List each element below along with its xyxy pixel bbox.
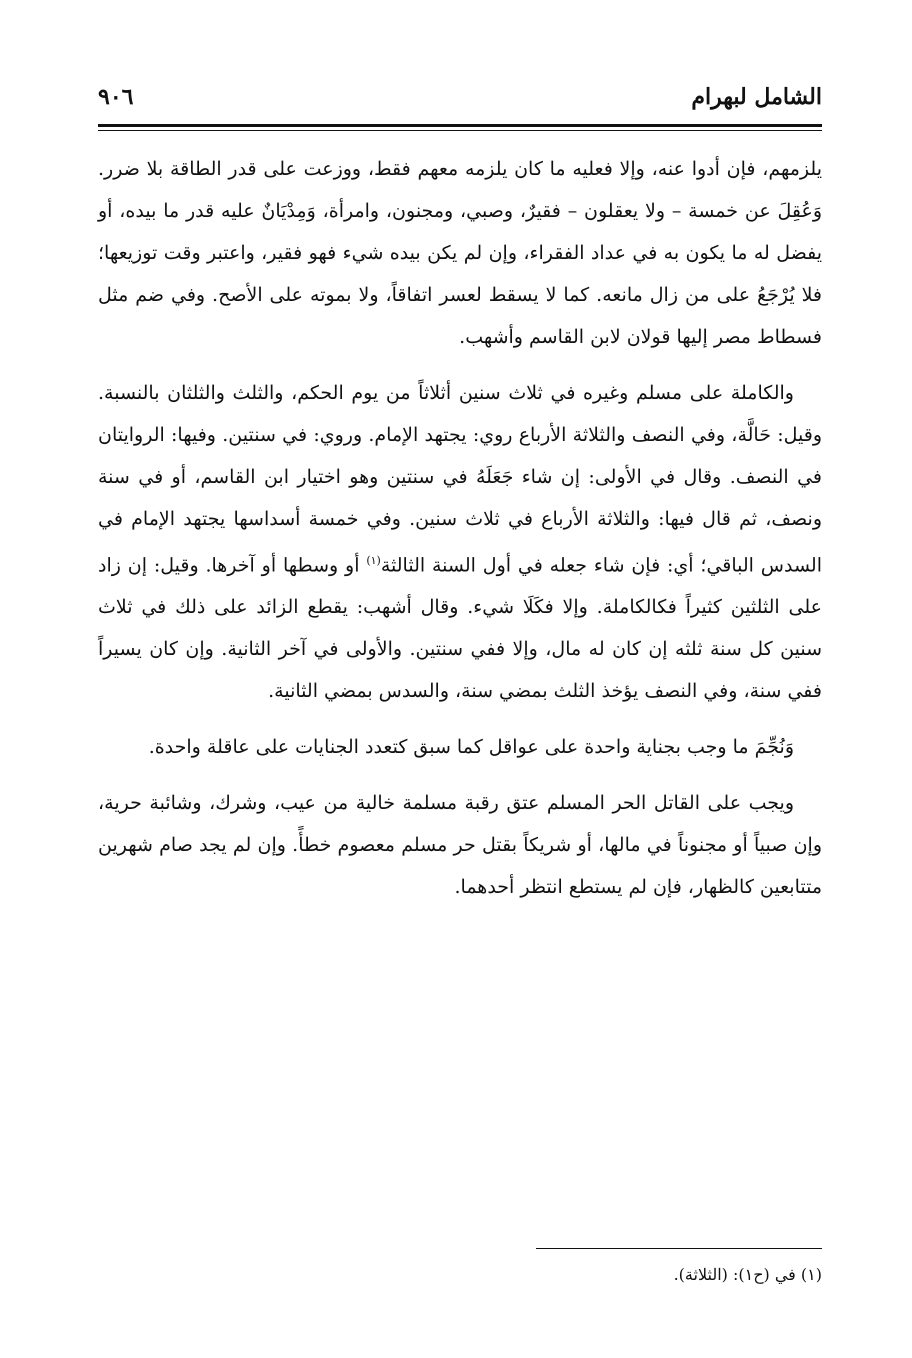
running-title: الشامل لبهرام xyxy=(691,84,822,110)
header-rule-thin xyxy=(98,130,822,131)
main-text xyxy=(98,148,822,922)
paragraph-4: ويجب على القاتل الحر المسلم عتق رقبة مسلمة خالية من عيب، وشرك، وشائبة حرية، وإن صبياً أو مجنوناً في مالها، أو شريكاً بقتل حر مسلم معصوم خطأً. وإن لم يجد صام شهرين متتابعين كالظهار، فإن لم يستطع انتظر أحدهما. xyxy=(98,792,822,899)
paragraph-2-part-2: أو وسطها أو آخرها. وقيل: إن زاد على الثلثين كثيراً فكالكاملة. وإلا فكَلَا شيء. وقال أشهب: يقطع الزائد على ذلك في ثلاث سنين كل سنة ثلثه إن كان له مال، وإلا ففي سنتين. والأولى في آخر الثانية. وإن كان يسيراً ففي سنة، وفي النصف يؤخذ الثلث بمضي سنة، والسدس بمضي الثانية. xyxy=(98,554,822,703)
footnote-separator xyxy=(536,1248,822,1249)
footnote-text: (١) في (ح١): (الثلاثة). xyxy=(673,1265,822,1284)
paragraph-1: يلزمهم، فإن أدوا عنه، وإلا فعليه ما كان يلزمه معهم فقط، ووزعت على قدر الطاقة بلا ضرر. وَعُقِلَ عن خمسة – ولا يعقلون – فقيرٌ، وصبي، ومجنون، وامرأة، وَمِدْيَانٌ عليه قدر ما بيده، أو يفضل له ما يكون به في عداد الفقراء، وإن لم يكن بيده شيء فهو فقير، واعتبر وقت توزيعها؛ فلا يُرْجَعُ على من زال مانعه. كما لا يسقط لعسر اتفاقاً، ولا بموته على الأصح. وفي ضم مثل فسطاط مصر إليها قولان لابن القاسم وأشهب. xyxy=(98,158,822,348)
paragraph-2-part-1: والكاملة على مسلم وغيره في ثلاث سنين أثلاثاً من يوم الحكم، والثلث والثلثان بالنسبة. وقيل: حَالَّة، وفي النصف والثلاثة الأرباع روي: يجتهد الإمام. وروي: في سنتين. وفيها: الروايتان في النصف. وقال في الأولى: إن شاء جَعَلَهُ في سنتين وهو اختيار ابن القاسم، أو في سنة ونصف، ثم قال فيها: والثلاثة الأرباع في ثلاث سنين. وفي خمسة أسداسها يجتهد الإمام في السدس الباقي؛ أي: فإن شاء جعله في أول السنة الثالثة xyxy=(98,382,822,577)
paragraph-3: وَنُجِّمَ ما وجب بجناية واحدة على عواقل كما سبق كتعدد الجنايات على عاقلة واحدة. xyxy=(148,736,794,759)
paragraph-2 xyxy=(98,372,822,712)
running-header xyxy=(98,80,822,120)
footnote-reference: (١) xyxy=(366,554,381,567)
header-rule-thick xyxy=(98,124,822,127)
page-number: ٩٠٦ xyxy=(98,84,134,110)
